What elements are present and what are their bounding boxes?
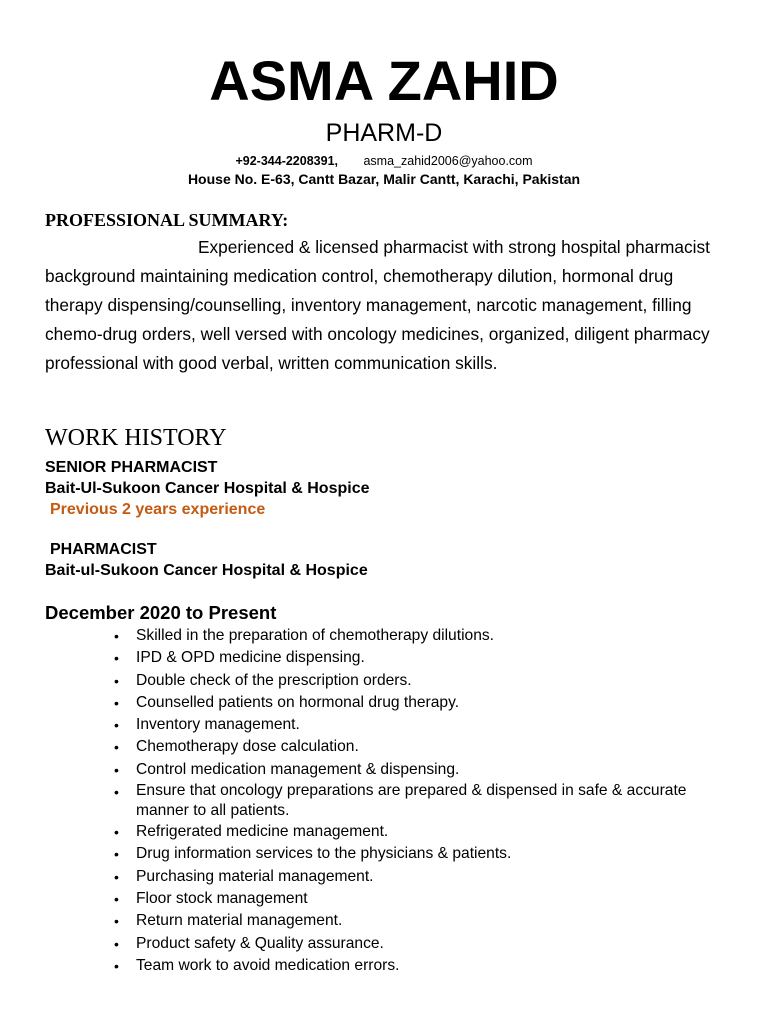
employment-period: December 2020 to Present — [45, 602, 277, 623]
duty-text: Control medication management & dispensing. — [136, 760, 460, 778]
duty-text: Skilled in the preparation of chemotherapy dilutions. — [136, 627, 495, 644]
candidate-name: ASMA ZAHID — [209, 49, 559, 112]
duty-item — [112, 759, 722, 781]
bullet-icon: • — [114, 890, 119, 907]
bullet-icon: • — [114, 761, 119, 778]
duty-text: Return material management. — [136, 912, 343, 930]
duty-item — [112, 955, 722, 977]
duty-item — [112, 647, 722, 669]
duty-text: Drug information services to the physicians & patients. — [136, 845, 512, 863]
duty-text: Floor stock management — [136, 889, 308, 907]
bullet-icon: • — [114, 694, 119, 711]
duty-item — [112, 866, 722, 888]
duty-item — [112, 714, 722, 736]
duties-list — [112, 625, 722, 977]
bullet-icon: • — [114, 628, 119, 644]
bullet-icon: • — [114, 824, 119, 841]
duty-text: Purchasing material management. — [136, 867, 374, 885]
bullet-icon: • — [114, 935, 119, 952]
duty-text: Counselled patients on hormonal drug therapy. — [136, 693, 460, 711]
employer-name-pharmacist: Bait-ul-Sukoon Cancer Hospital & Hospice — [45, 562, 368, 579]
summary-heading: PROFESSIONAL SUMMARY: — [45, 210, 289, 230]
duty-text: Inventory management. — [136, 716, 300, 734]
duty-text: Product safety & Quality assurance. — [136, 934, 384, 952]
duty-item — [112, 736, 722, 758]
phone-number: +92-344-2208391, — [235, 154, 338, 168]
bullet-icon: • — [114, 913, 119, 930]
duty-item — [112, 910, 722, 932]
employer-name-senior: Bait-Ul-Sukoon Cancer Hospital & Hospice — [45, 480, 370, 497]
duty-item — [112, 933, 722, 955]
work-history-heading: WORK HISTORY — [45, 425, 227, 451]
duty-item — [112, 625, 722, 647]
duty-item — [112, 888, 722, 910]
duty-item — [112, 692, 722, 714]
duty-text: Team work to avoid medication errors. — [136, 956, 400, 974]
bullet-icon: • — [114, 868, 119, 885]
email-address: asma_zahid2006@yahoo.com — [363, 154, 533, 168]
duty-item — [112, 670, 722, 692]
bullet-icon: • — [114, 784, 119, 801]
bullet-icon: • — [114, 650, 119, 667]
bullet-icon: • — [114, 846, 119, 863]
duty-text: IPD & OPD medicine dispensing. — [136, 649, 365, 667]
bullet-icon: • — [114, 957, 119, 974]
contact-line — [0, 153, 768, 170]
duty-text: Chemotherapy dose calculation. — [136, 738, 359, 756]
degree-title: PHARM-D — [325, 119, 443, 147]
bullet-icon: • — [114, 739, 119, 756]
home-address: House No. E-63, Cantt Bazar, Malir Cantt, Karachi, Pakistan — [187, 171, 581, 187]
experience-note: Previous 2 years experience — [50, 501, 266, 518]
duty-item — [112, 821, 722, 843]
bullet-icon: • — [114, 672, 119, 689]
duty-item — [112, 843, 722, 865]
duty-text: Double check of the prescription orders. — [136, 671, 412, 689]
position-title-senior: SENIOR PHARMACIST — [45, 459, 218, 476]
duty-text: Ensure that oncology preparations are prepared & dispensed in safe & accurate manner to all patients. — [136, 782, 687, 820]
position-title-pharmacist: PHARMACIST — [50, 541, 157, 558]
duty-item — [112, 781, 722, 821]
duty-text: Refrigerated medicine management. — [136, 823, 389, 841]
bullet-icon: • — [114, 717, 119, 734]
summary-text: Experienced & licensed pharmacist with strong hospital pharmacist background maintaining medication control, chemotherapy dilution, hormonal drug therapy dispensing/counselling, inventory management, narcotic management, filling chemo-drug orders, well versed with oncology medicines, organized, diligent pharmacy professional with good verbal, written communication skills. — [45, 237, 710, 373]
